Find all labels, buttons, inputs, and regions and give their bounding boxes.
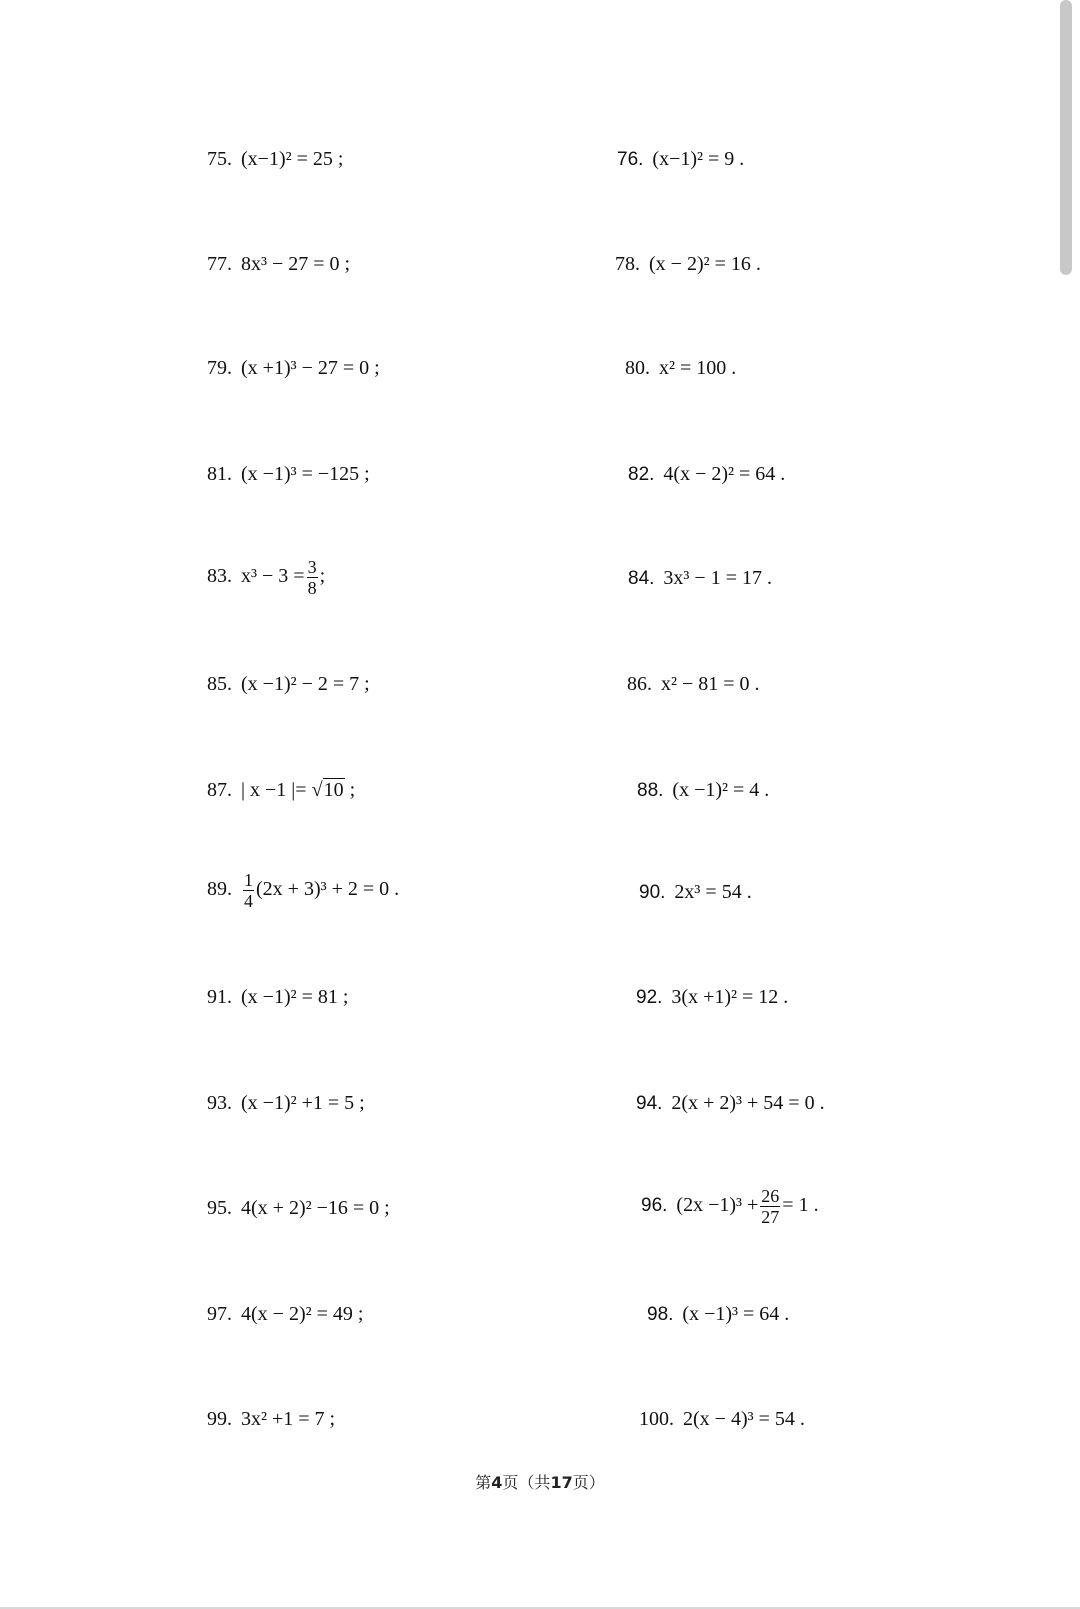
scrollbar-thumb[interactable] [1060,0,1072,275]
problem-82: 82. 4(x − 2)² = 64 . [628,463,786,485]
problem-93: 93. (x −1)² +1 = 5 ; [207,1092,365,1114]
problem-85: 85. (x −1)² − 2 = 7 ; [207,673,370,695]
problem-90: 90. 2x³ = 54 . [639,881,752,903]
page-footer: 第4页（共17页） [475,1473,605,1492]
problem-97: 97. 4(x − 2)² = 49 ; [207,1303,364,1325]
scrollbar-track[interactable] [1052,0,1080,1609]
fraction: $\frac{1}{4}$ [244,870,253,911]
fraction: $\frac{3}{8}$ [307,557,317,598]
problem-89: 89. $\frac{1}{4}$ (2x + 3)³ + 2 = 0 . [207,870,400,911]
problem-91: 91. (x −1)² = 81 ; [207,986,349,1008]
problem-94: 94. 2(x + 2)³ + 54 = 0 . [636,1092,825,1114]
problem-98: 98. (x −1)³ = 64 . [647,1303,790,1325]
problem-88: 88. (x −1)² = 4 . [637,779,770,801]
problem-77: 77. 8x³ − 27 = 0 ; [207,253,351,275]
fraction: $\frac{26}{27}$ [761,1186,780,1227]
problem-92: 92. 3(x +1)² = 12 . [636,986,789,1008]
problem-81: 81. (x −1)³ = −125 ; [207,463,370,485]
problem-100: 100. 2(x − 4)³ = 54 . [639,1408,805,1430]
problem-75: 75. (x−1)² = 25 ; [207,148,344,170]
problem-80: 80. x² = 100 . [625,357,737,379]
problem-99: 99. 3x² +1 = 7 ; [207,1408,336,1430]
problem-86: 86. x² − 81 = 0 . [627,673,760,695]
problem-79: 79. (x +1)³ − 27 = 0 ; [207,357,380,379]
problem-87: 87. | x −1 |= √10 ; [207,779,356,801]
problem-84: 84. 3x³ − 1 = 17 . [628,567,772,589]
problem-78: 78. (x − 2)² = 16 . [615,253,761,275]
problem-83: 83. x³ − 3 = $\frac{3}{8}$ ; [207,557,326,598]
problem-96: 96. (2x −1)³ + $\frac{26}{27}$ = 1 . [641,1186,819,1227]
problem-76: 76. (x−1)² = 9 . [617,148,745,170]
problem-95: 95. 4(x + 2)² −16 = 0 ; [207,1197,390,1219]
sqrt-icon: √ [311,779,323,801]
